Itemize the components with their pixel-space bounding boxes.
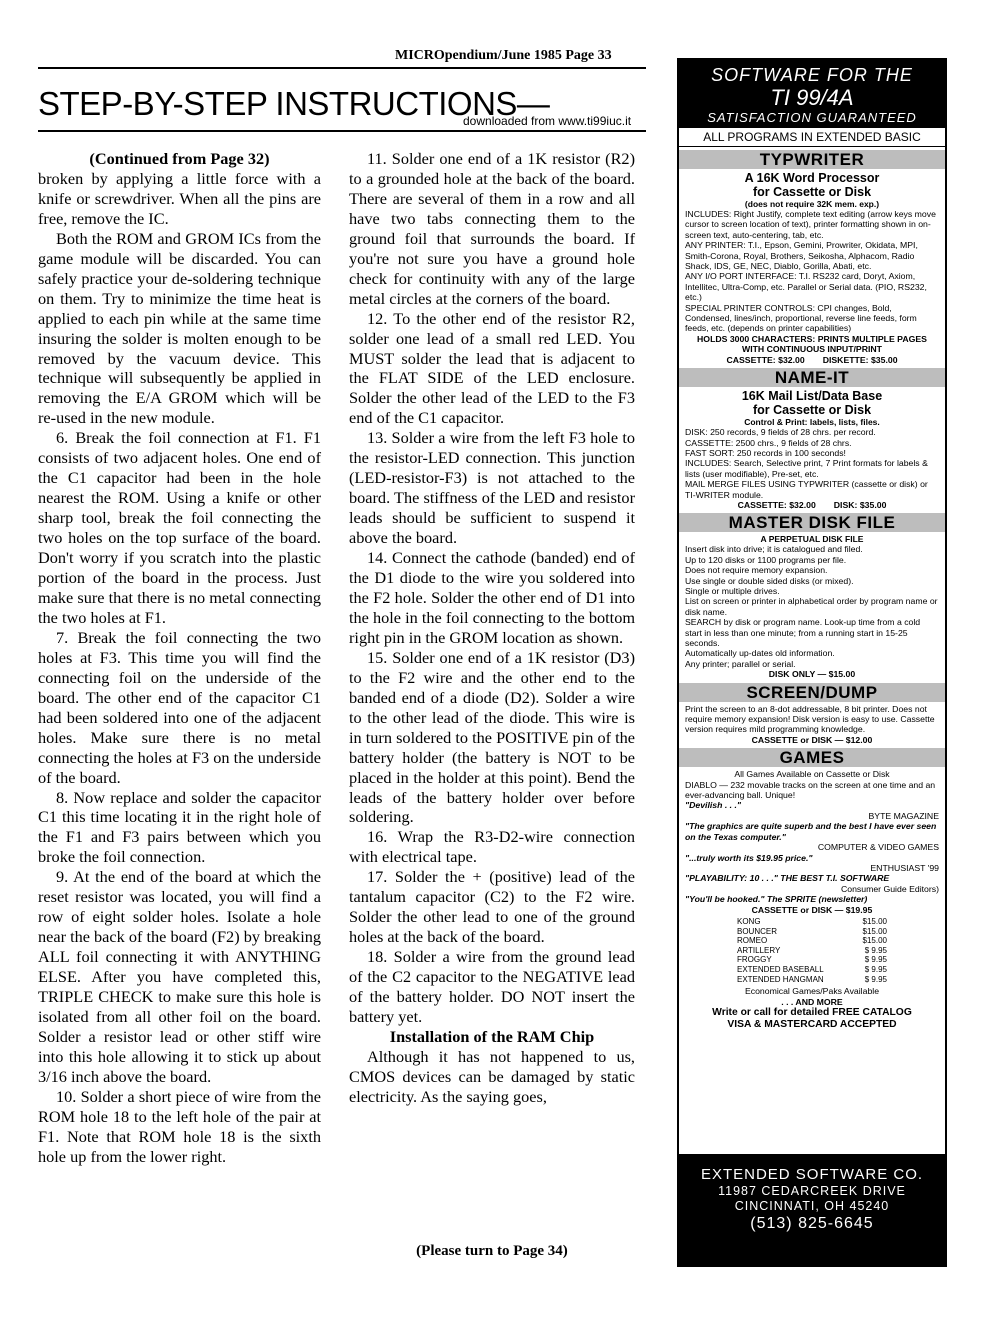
product-feature: HOLDS 3000 CHARACTERS: PRINTS MULTIPLE PAGES WITH CONTINUOUS INPUT/PRINT [697,333,927,355]
product-subtitle: A PERPETUAL DISK FILE [760,534,864,545]
price-disk: DISK: $35.00 [833,499,887,510]
continued-note: (Continued from Page 32) [89,149,270,168]
article-column-2 [349,149,635,1107]
company-city: CINCINNATI, OH 45240 [734,1199,890,1213]
product-name-nameit: NAME-IT [679,368,945,387]
review-source: ENTHUSIAST '99 [870,862,939,873]
game-price: $15.00 [862,936,887,946]
product-name-screen-dump: SCREEN/DUMP [679,683,945,702]
product-feature: Print the screen to an 8-dot addressable, 8 bit printer. Does not require memory expansion! Disk version is easy to use. Cassette version requires mild programming knowledge. [685,703,935,735]
paragraph: 12. To the other end of the resistor R2, solder one lead of a small red LED. You MUST solder the lead that is adjacent to the FLAT SIDE of the LED enclosure. Solder the other lead of the LED to the F3 end of the C1 capacitor. [349,308,635,428]
article-column-1 [38,149,321,1167]
product-feature: Use single or double sided disks (or mixed). [685,575,854,586]
product-feature: DISK: 250 records, 9 fields of 28 chrs. per record. [685,427,876,438]
section-subhead: Installation of the RAM Chip [389,1026,595,1046]
paragraph: 17. Solder the + (positive) lead of the tantalum capacitor (C2) to the F2 wire. Solder the other lead to one of the ground holes at the back of the board. [349,867,635,947]
games-price-table [737,917,887,984]
game-name: KONG [737,916,761,926]
company-street: 11987 CEDARCREEK DRIVE [718,1184,906,1198]
product-price: DISK ONLY — $15.00 [768,669,856,680]
product-subtitle: for Cassette or Disk [752,185,872,199]
running-head: MICROpendium/June 1985 Page 33 [395,48,612,63]
paragraph: 15. Solder one end of a 1K resistor (D3) to the F2 wire and the other end to the banded end of a diode (D2). Solder a wire to the other lead of the diode. This wire is in turn soldered to the POSITIVE pin of the battery holder (the battery is NOT to be placed in the holder at this point). Bend the leads of the battery holder over before soldering. [349,647,635,827]
paragraph: 18. Solder a wire from the ground lead of the C2 capacitor to the NEGATIVE lead of the battery holder. DO NOT insert the battery yet. [349,947,635,1026]
product-name-master-disk-file: MASTER DISK FILE [679,513,945,532]
paragraph: 16. Wrap the R3-D2-wire connection with electrical tape. [349,827,635,867]
table-row [737,927,887,937]
review-source: COMPUTER & VIDEO GAMES [817,842,939,853]
turn-page-note: (Please turn to Page 34) [416,1243,568,1259]
product-feature: List on screen or printer in alphabetical order by program name or disk name. [685,596,938,617]
game-name: FROGGY [737,955,772,965]
product-subtitle: A 16K Word Processor [744,171,880,185]
paragraph: Although it has not happened to us, CMOS devices can be damaged by static electricity. As the saying goes, [349,1046,635,1106]
game-price: $ 9.95 [864,964,887,974]
game-price: $15.00 [862,926,887,936]
table-row [737,955,887,965]
product-subtitle: 16K Mail List/Data Base [741,389,883,404]
paragraph: broken by applying a little force with a knife or screwdriver. When all the pins are free, remove the IC. [38,168,321,228]
table-row [737,917,887,927]
catalog-offer: Write or call for detailed FREE CATALOG [712,1006,912,1018]
paragraph: 10. Solder a short piece of wire from the ROM hole 18 to the left hole of the pair at F1. Note that ROM hole 18 is the sixth hole up from the lower right. [38,1086,321,1166]
paragraph: 7. Break the foil connecting the two holes at F3. This time you will find the connecting foil on the underside of the board. The other end of the capacitor C1 had been soldered into one of the adjacent holes. Make sure there is no metal connecting the holes at F3 on the underside of the board. [38,627,321,787]
review-quote: "Devilish . . ." [685,800,742,811]
header-rule [38,67,646,69]
product-name-games: GAMES [679,748,945,767]
games-diablo: DIABLO — 232 movable tracks on the screen at one time and an ever-advancing ball. Unique! [685,779,936,801]
product-feature: SPECIAL PRINTER CONTROLS: CPI changes, Bold, Condensed, lines/inch, proportional, reverse line feeds, form feeds, etc. (depends on printer capabilities) [685,302,917,334]
review-source: Consumer Guide Editors) [840,883,939,894]
download-note: downloaded from www.ti99iuc.it [463,114,632,128]
table-row [737,936,887,946]
paragraph: 6. Break the foil connection at F1. F1 consists of two adjacent holes. One end of the C1 capacitor had been in the hole nearest the ROM. Using a knife or other sharp tool, break the foil connecting the two holes on the top surface of the board. Don't worry if you scratch into the plastic portion of the board in the process. Just make sure that there is no metal connecting the two holes at F1. [38,428,321,627]
review-quote: "The graphics are quite superb and the best I have ever seen on the Texas computer." [685,821,937,842]
product-feature: INCLUDES: Right Justify, complete text editing (arrow keys move cursor to screen location of text), printer formatting shown in on-screen text, auto-centering, tab, etc. [685,209,936,240]
product-feature: CASSETTE: 2500 chrs., 9 fields of 28 chrs. [685,437,852,448]
paragraph: 9. At the end of the board at which the reset resistor was located, you will find a row of eight solder holes. Isolate a hole near the back of the board (F2) by breaking ALL foil connecting it with ANYTHING ELSE. After you have completed this, TRIPLE CHECK to make sure this hole is isolated from all other foil on the board. Solder a resistor lead or other stiff wire into this hole allowing it to stick up about 3/16 inch above the board. [38,867,322,1086]
software-advertisement [677,58,947,1267]
game-price: $ 9.95 [864,945,887,955]
product-feature: Insert disk into drive; it is catalogued and filed. [685,544,863,555]
game-name: ROMEO [737,936,768,946]
game-price: $ 9.95 [864,974,887,984]
paragraph: 14. Connect the cathode (banded) end of the D1 diode to the wire you soldered into the F2 hole. Solder the other end of D1 into the hole in the foil connecting to the bottom right pin in the GROM location as shown. [349,548,635,647]
games-availability: All Games Available on Cassette or Disk [734,769,890,780]
product-feature: Any printer; parallel or serial. [685,658,796,669]
games-economical: Economical Games/Paks Available [744,986,880,997]
ad-banner-line: SATISFACTION GUARANTEED [707,110,917,125]
product-feature: Up to 120 disks or 1100 programs per file. [685,554,847,565]
product-note: Control & Print: labels, lists, files. [744,417,880,428]
paragraph: 13. Solder a wire from the left F3 hole to the resistor-LED connection. This junction (LED-resistor-F3) is not attached to the board. The stiffness of the LED and resistor leads should be sufficient to suspend it above the board. [349,428,635,548]
review-quote: "You'll be hooked." The SPRITE (newsletter) [685,894,868,905]
price-row [685,500,939,510]
product-feature: INCLUDES: Search, Selective print, 7 Print formats for labels & lists (user modifiable), Pre-set, etc. [685,458,928,479]
paragraph: Both the ROM and GROM ICs from the game module will be discarded. You can safely practice your de-soldering technique on them. Try to minimize the time heat is applied to each pin while at the same time insuring the solder is molten enough to be removed by the vacuum device. This technique will subsequently be applied in removing the E/A GROM which will be re-used in the new module. [38,228,321,428]
price-disk: DISKETTE: $35.00 [822,354,898,365]
review-quote: "...truly worth its $19.95 price." [685,852,813,863]
games-price: CASSETTE or DISK — $19.95 [751,904,873,915]
ad-banner-line: SOFTWARE FOR THE [711,65,913,85]
all-programs-note: ALL PROGRAMS IN EXTENDED BASIC [679,130,945,147]
ad-body [679,128,945,1031]
table-row [737,965,887,975]
product-feature: SEARCH by disk or program name. Look-up time from a cold start in less than one minute; from a running start in 15-25 seconds. [685,617,921,648]
price-cassette: CASSETTE: $32.00 [737,499,816,510]
product-feature: Single or multiple drives. [685,585,780,596]
product-feature: MAIL MERGE FILES USING TYPWRITER (cassette or disk) or TI-WRITER module. [685,479,928,500]
product-feature: Automatically up-dates old information. [685,648,835,659]
product-feature: ANY I/O PORT INTERFACE: T.I. RS232 card, Doryt, Axiom, Intellitec, Ultra-Comp, etc. Parallel or Serial data. (PIO, RS232, etc.) [685,271,927,303]
game-name: ARTILLERY [737,945,781,955]
review-quote: "PLAYABILITY: 10 . . ." THE BEST T.I. SOFTWARE [685,873,890,884]
company-phone: (513) 825-6645 [750,1215,874,1232]
paragraph: 8. Now replace and solder the capacitor C1 this time locating it in the right hole of the F1 and F3 pairs between which you broke the foil connection. [38,787,321,867]
title-rule [38,130,646,132]
product-subtitle: for Cassette or Disk [752,403,872,418]
product-feature: ANY PRINTER: T.I., Epson, Gemini, Prowriter, Okidata, MPI, Smith-Corona, Royal, Brothers, Seikosha, Alphacom, Radio Shack, IDS, GE, NEC, Diablo, Gorilla, Abati, etc. [685,240,918,272]
product-name-typwriter: TYPWRITER [679,150,945,169]
page-title: STEP-BY-STEP INSTRUCTIONS— [38,85,550,122]
product-price: CASSETTE or DISK — $12.00 [751,734,873,745]
game-name: EXTENDED BASEBALL [737,964,824,974]
company-name: EXTENDED SOFTWARE CO. [700,1166,924,1183]
company-address-block [677,1154,947,1267]
ad-banner [679,60,945,128]
price-row [685,355,939,365]
game-name: BOUNCER [737,926,778,936]
review-source: BYTE MAGAZINE [868,810,939,821]
product-feature: FAST SORT: 250 records in 100 seconds! [685,447,846,458]
product-feature: Does not require memory expansion. [685,565,828,576]
price-cassette: CASSETTE: $32.00 [726,354,805,365]
table-row [737,946,887,956]
product-note: (does not require 32K mem. exp.) [744,199,880,209]
cards-accepted: VISA & MASTERCARD ACCEPTED [727,1018,897,1030]
paragraph: 11. Solder one end of a 1K resistor (R2) to a grounded hole at the back of the board. There are several of them in a row and all have two tabs connecting them to the ground foil that surrounds the board. If you're not sure you have a ground hole check for continuity with any of the large metal circles at the corners of the board. [349,149,635,308]
game-price: $ 9.95 [864,955,887,965]
game-name: EXTENDED HANGMAN [737,974,824,984]
game-price: $15.00 [862,916,887,926]
games-more: . . . AND MORE [781,996,843,1007]
table-row [737,975,887,985]
ad-banner-line: TI 99/4A [770,85,854,110]
